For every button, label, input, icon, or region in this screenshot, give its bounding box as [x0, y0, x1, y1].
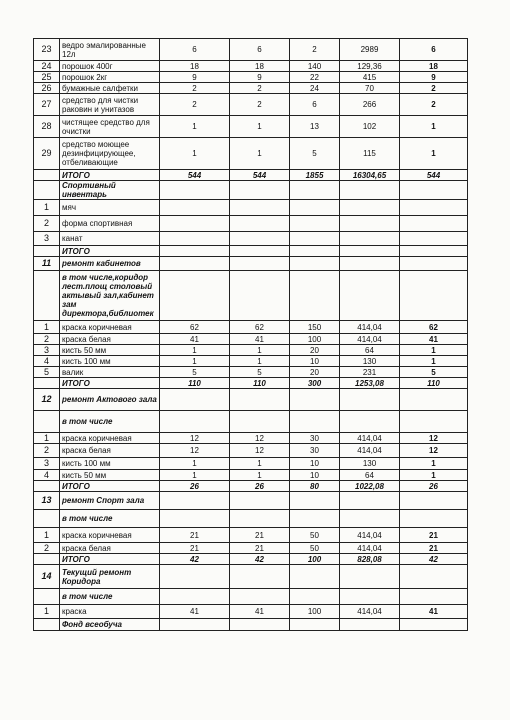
- table-row: [34, 444, 468, 458]
- table-row: [34, 83, 468, 94]
- quantity-cell: [400, 565, 468, 589]
- quantity-cell: [400, 257, 468, 271]
- table-row: [34, 321, 468, 334]
- table-row: [34, 589, 468, 605]
- table-row: [34, 605, 468, 619]
- quantity-cell: 544: [230, 170, 290, 181]
- quantity-cell: [230, 619, 290, 631]
- quantity-cell: [230, 510, 290, 528]
- quantity-cell: 5: [160, 367, 230, 378]
- price-cell: 414,04: [340, 605, 400, 619]
- quantity-cell: 1: [160, 345, 230, 356]
- quantity-cell: 21: [400, 543, 468, 554]
- quantity-cell: [290, 411, 340, 433]
- item-name: порошок 400г: [60, 61, 160, 72]
- price-cell: [340, 246, 400, 257]
- quantity-cell: [290, 216, 340, 232]
- table-row: [34, 138, 468, 170]
- quantity-cell: 2: [290, 39, 340, 61]
- row-number: 1: [34, 528, 60, 543]
- table-row: [34, 378, 468, 389]
- item-name: краска коричневая: [60, 433, 160, 444]
- quantity-cell: 26: [230, 481, 290, 492]
- quantity-cell: 9: [160, 72, 230, 83]
- quantity-cell: [400, 271, 468, 321]
- table-row: [34, 271, 468, 321]
- price-cell: [340, 411, 400, 433]
- price-cell: 64: [340, 345, 400, 356]
- row-number: 2: [34, 216, 60, 232]
- row-number: [34, 510, 60, 528]
- quantity-cell: 1: [400, 470, 468, 481]
- item-name: валик: [60, 367, 160, 378]
- quantity-cell: [290, 200, 340, 216]
- price-cell: 414,04: [340, 433, 400, 444]
- quantity-cell: [400, 246, 468, 257]
- quantity-cell: 150: [290, 321, 340, 334]
- quantity-cell: 1: [230, 138, 290, 170]
- quantity-cell: 1: [230, 458, 290, 470]
- quantity-cell: [400, 619, 468, 631]
- price-cell: [340, 565, 400, 589]
- quantity-cell: [290, 232, 340, 246]
- price-cell: 1022,08: [340, 481, 400, 492]
- table-row: [34, 200, 468, 216]
- table-row: [34, 411, 468, 433]
- table-row: [34, 116, 468, 138]
- price-cell: 64: [340, 470, 400, 481]
- quantity-cell: [160, 271, 230, 321]
- quantity-cell: [400, 389, 468, 411]
- price-cell: 130: [340, 356, 400, 367]
- item-name: ремонт Спорт зала: [60, 492, 160, 510]
- row-number: 13: [34, 492, 60, 510]
- price-cell: 102: [340, 116, 400, 138]
- row-number: 4: [34, 470, 60, 481]
- inventory-table: [33, 38, 468, 631]
- price-cell: 115: [340, 138, 400, 170]
- table-row: [34, 492, 468, 510]
- quantity-cell: 41: [230, 334, 290, 345]
- quantity-cell: [290, 565, 340, 589]
- table-row: [34, 334, 468, 345]
- item-name: Фонд всеобуча: [60, 619, 160, 631]
- quantity-cell: 18: [160, 61, 230, 72]
- row-number: 3: [34, 232, 60, 246]
- table-row: [34, 181, 468, 200]
- quantity-cell: 100: [290, 554, 340, 565]
- quantity-cell: 41: [400, 334, 468, 345]
- quantity-cell: [400, 589, 468, 605]
- price-cell: [340, 232, 400, 246]
- item-name: средство для чистки раковин и унитазов: [60, 94, 160, 116]
- quantity-cell: 9: [400, 72, 468, 83]
- quantity-cell: 544: [400, 170, 468, 181]
- row-number: [34, 589, 60, 605]
- quantity-cell: 2: [230, 83, 290, 94]
- table-row: [34, 528, 468, 543]
- quantity-cell: 26: [400, 481, 468, 492]
- quantity-cell: 1: [400, 138, 468, 170]
- table-row: [34, 543, 468, 554]
- row-number: 2: [34, 444, 60, 458]
- quantity-cell: 1: [230, 345, 290, 356]
- quantity-cell: 2: [230, 94, 290, 116]
- price-cell: 130: [340, 458, 400, 470]
- quantity-cell: 6: [290, 94, 340, 116]
- quantity-cell: 21: [230, 528, 290, 543]
- row-number: 26: [34, 83, 60, 94]
- quantity-cell: 2: [160, 94, 230, 116]
- price-cell: 414,04: [340, 543, 400, 554]
- quantity-cell: 12: [230, 433, 290, 444]
- table-row: [34, 61, 468, 72]
- row-number: 5: [34, 367, 60, 378]
- price-cell: 414,04: [340, 444, 400, 458]
- item-name: в том числе: [60, 589, 160, 605]
- quantity-cell: [400, 232, 468, 246]
- item-name: кисть 100 мм: [60, 356, 160, 367]
- quantity-cell: 2: [160, 83, 230, 94]
- quantity-cell: 9: [230, 72, 290, 83]
- quantity-cell: 6: [160, 39, 230, 61]
- quantity-cell: [290, 492, 340, 510]
- table-row: [34, 619, 468, 631]
- quantity-cell: 12: [160, 433, 230, 444]
- row-number: 12: [34, 389, 60, 411]
- item-name: канат: [60, 232, 160, 246]
- table-row: [34, 232, 468, 246]
- quantity-cell: 18: [400, 61, 468, 72]
- quantity-cell: 1: [160, 470, 230, 481]
- row-number: 2: [34, 543, 60, 554]
- price-cell: [340, 619, 400, 631]
- item-name: ведро эмалированные 12л: [60, 39, 160, 61]
- item-name: ремонт Актового зала: [60, 389, 160, 411]
- quantity-cell: [230, 589, 290, 605]
- row-number: 1: [34, 321, 60, 334]
- quantity-cell: 1: [160, 116, 230, 138]
- price-cell: [340, 257, 400, 271]
- table-row: [34, 389, 468, 411]
- quantity-cell: 12: [230, 444, 290, 458]
- table-row: [34, 510, 468, 528]
- quantity-cell: [230, 565, 290, 589]
- quantity-cell: 41: [230, 605, 290, 619]
- row-number: [34, 481, 60, 492]
- quantity-cell: [160, 232, 230, 246]
- table-row: [34, 470, 468, 481]
- quantity-cell: [400, 181, 468, 200]
- quantity-cell: 5: [230, 367, 290, 378]
- row-number: 2: [34, 334, 60, 345]
- item-name: краска белая: [60, 444, 160, 458]
- table-row: [34, 565, 468, 589]
- quantity-cell: [160, 257, 230, 271]
- item-name: в том числе: [60, 411, 160, 433]
- price-cell: 414,04: [340, 321, 400, 334]
- quantity-cell: 110: [160, 378, 230, 389]
- quantity-cell: [290, 246, 340, 257]
- quantity-cell: [160, 181, 230, 200]
- quantity-cell: [290, 181, 340, 200]
- price-cell: 266: [340, 94, 400, 116]
- table-row: [34, 481, 468, 492]
- quantity-cell: [400, 411, 468, 433]
- quantity-cell: [400, 216, 468, 232]
- price-cell: [340, 492, 400, 510]
- table-row: [34, 367, 468, 378]
- item-name: ремонт кабинетов: [60, 257, 160, 271]
- table-row: [34, 345, 468, 356]
- item-name: в том числе,коридор лест.площ столовый актывый зал,кабинет зам директора,библиотек: [60, 271, 160, 321]
- row-number: 27: [34, 94, 60, 116]
- quantity-cell: 24: [290, 83, 340, 94]
- price-cell: 415: [340, 72, 400, 83]
- item-name: форма спортивная: [60, 216, 160, 232]
- quantity-cell: [160, 389, 230, 411]
- price-cell: 2989: [340, 39, 400, 61]
- quantity-cell: [230, 200, 290, 216]
- item-name: краска белая: [60, 543, 160, 554]
- quantity-cell: 42: [400, 554, 468, 565]
- table-row: [34, 554, 468, 565]
- row-number: [34, 411, 60, 433]
- quantity-cell: 1: [230, 116, 290, 138]
- item-name: ИТОГО: [60, 170, 160, 181]
- price-cell: [340, 181, 400, 200]
- quantity-cell: [160, 589, 230, 605]
- quantity-cell: 10: [290, 356, 340, 367]
- price-cell: 828,08: [340, 554, 400, 565]
- quantity-cell: 1: [230, 356, 290, 367]
- quantity-cell: 62: [230, 321, 290, 334]
- table-row: [34, 216, 468, 232]
- quantity-cell: 6: [400, 39, 468, 61]
- row-number: 3: [34, 458, 60, 470]
- row-number: 28: [34, 116, 60, 138]
- quantity-cell: 12: [160, 444, 230, 458]
- row-number: [34, 246, 60, 257]
- quantity-cell: 10: [290, 458, 340, 470]
- quantity-cell: 300: [290, 378, 340, 389]
- quantity-cell: 22: [290, 72, 340, 83]
- quantity-cell: 1855: [290, 170, 340, 181]
- quantity-cell: [230, 411, 290, 433]
- quantity-cell: 41: [160, 605, 230, 619]
- quantity-cell: 1: [400, 345, 468, 356]
- item-name: краска коричневая: [60, 321, 160, 334]
- quantity-cell: 42: [230, 554, 290, 565]
- quantity-cell: 12: [400, 433, 468, 444]
- quantity-cell: [160, 216, 230, 232]
- price-cell: 414,04: [340, 334, 400, 345]
- quantity-cell: 544: [160, 170, 230, 181]
- quantity-cell: [160, 246, 230, 257]
- item-name: порошок 2кг: [60, 72, 160, 83]
- quantity-cell: [160, 200, 230, 216]
- row-number: [34, 378, 60, 389]
- quantity-cell: 110: [230, 378, 290, 389]
- quantity-cell: [160, 619, 230, 631]
- quantity-cell: [230, 216, 290, 232]
- table-row: [34, 94, 468, 116]
- item-name: чистящее средство для очистки: [60, 116, 160, 138]
- quantity-cell: 21: [230, 543, 290, 554]
- quantity-cell: 21: [160, 528, 230, 543]
- quantity-cell: 20: [290, 345, 340, 356]
- price-cell: [340, 589, 400, 605]
- price-cell: 414,04: [340, 528, 400, 543]
- quantity-cell: [290, 271, 340, 321]
- quantity-cell: [230, 232, 290, 246]
- quantity-cell: 1: [160, 356, 230, 367]
- table-row: [34, 39, 468, 61]
- quantity-cell: 1: [230, 470, 290, 481]
- row-number: 23: [34, 39, 60, 61]
- quantity-cell: 41: [400, 605, 468, 619]
- item-name: краска белая: [60, 334, 160, 345]
- row-number: 4: [34, 356, 60, 367]
- quantity-cell: [230, 257, 290, 271]
- quantity-cell: 10: [290, 470, 340, 481]
- table-row: [34, 433, 468, 444]
- quantity-cell: 26: [160, 481, 230, 492]
- quantity-cell: 100: [290, 605, 340, 619]
- quantity-cell: [160, 565, 230, 589]
- price-cell: 70: [340, 83, 400, 94]
- quantity-cell: [290, 389, 340, 411]
- quantity-cell: 30: [290, 433, 340, 444]
- quantity-cell: 1: [400, 356, 468, 367]
- quantity-cell: [290, 619, 340, 631]
- item-name: краска коричневая: [60, 528, 160, 543]
- quantity-cell: 42: [160, 554, 230, 565]
- quantity-cell: 140: [290, 61, 340, 72]
- table-row: [34, 458, 468, 470]
- quantity-cell: [400, 200, 468, 216]
- quantity-cell: 30: [290, 444, 340, 458]
- price-cell: [340, 271, 400, 321]
- quantity-cell: 2: [400, 94, 468, 116]
- quantity-cell: 62: [160, 321, 230, 334]
- item-name: ИТОГО: [60, 246, 160, 257]
- item-name: ИТОГО: [60, 554, 160, 565]
- quantity-cell: 41: [160, 334, 230, 345]
- quantity-cell: [230, 271, 290, 321]
- quantity-cell: 62: [400, 321, 468, 334]
- price-cell: [340, 216, 400, 232]
- item-name: кисть 100 мм: [60, 458, 160, 470]
- item-name: кисть 50 мм: [60, 345, 160, 356]
- quantity-cell: [290, 510, 340, 528]
- quantity-cell: 1: [160, 138, 230, 170]
- table-row: [34, 356, 468, 367]
- row-number: 25: [34, 72, 60, 83]
- quantity-cell: 1: [400, 458, 468, 470]
- row-number: [34, 619, 60, 631]
- quantity-cell: [160, 492, 230, 510]
- quantity-cell: 50: [290, 528, 340, 543]
- row-number: [34, 554, 60, 565]
- quantity-cell: [160, 411, 230, 433]
- quantity-cell: [290, 589, 340, 605]
- quantity-cell: 50: [290, 543, 340, 554]
- quantity-cell: 18: [230, 61, 290, 72]
- item-name: мяч: [60, 200, 160, 216]
- quantity-cell: 80: [290, 481, 340, 492]
- price-cell: 231: [340, 367, 400, 378]
- quantity-cell: 2: [400, 83, 468, 94]
- item-name: Текущий ремонт Коридора: [60, 565, 160, 589]
- quantity-cell: [400, 492, 468, 510]
- row-number: 3: [34, 345, 60, 356]
- row-number: [34, 181, 60, 200]
- quantity-cell: 100: [290, 334, 340, 345]
- table-row: [34, 170, 468, 181]
- quantity-cell: 21: [400, 528, 468, 543]
- item-name: краска: [60, 605, 160, 619]
- quantity-cell: 12: [400, 444, 468, 458]
- price-cell: [340, 510, 400, 528]
- quantity-cell: 20: [290, 367, 340, 378]
- quantity-cell: 1: [160, 458, 230, 470]
- quantity-cell: 5: [290, 138, 340, 170]
- quantity-cell: 13: [290, 116, 340, 138]
- quantity-cell: 6: [230, 39, 290, 61]
- quantity-cell: [400, 510, 468, 528]
- item-name: бумажные салфетки: [60, 83, 160, 94]
- row-number: 14: [34, 565, 60, 589]
- price-cell: 129,36: [340, 61, 400, 72]
- table-row: [34, 72, 468, 83]
- table-row: [34, 246, 468, 257]
- price-cell: 16304,65: [340, 170, 400, 181]
- quantity-cell: [290, 257, 340, 271]
- row-number: 1: [34, 605, 60, 619]
- quantity-cell: 5: [400, 367, 468, 378]
- quantity-cell: [160, 510, 230, 528]
- row-number: 1: [34, 200, 60, 216]
- quantity-cell: 1: [400, 116, 468, 138]
- table-row: [34, 257, 468, 271]
- price-cell: 1253,08: [340, 378, 400, 389]
- quantity-cell: 110: [400, 378, 468, 389]
- item-name: Спортивный инвентарь: [60, 181, 160, 200]
- quantity-cell: [230, 492, 290, 510]
- price-cell: [340, 389, 400, 411]
- row-number: [34, 271, 60, 321]
- row-number: 29: [34, 138, 60, 170]
- quantity-cell: [230, 246, 290, 257]
- item-name: средство моющее дезинфицирующее, отбеливающие: [60, 138, 160, 170]
- row-number: [34, 170, 60, 181]
- quantity-cell: [230, 389, 290, 411]
- item-name: ИТОГО: [60, 378, 160, 389]
- quantity-cell: [230, 181, 290, 200]
- quantity-cell: 21: [160, 543, 230, 554]
- price-cell: [340, 200, 400, 216]
- item-name: ИТОГО: [60, 481, 160, 492]
- item-name: в том числе: [60, 510, 160, 528]
- item-name: кисть 50 мм: [60, 470, 160, 481]
- row-number: 11: [34, 257, 60, 271]
- row-number: 24: [34, 61, 60, 72]
- row-number: 1: [34, 433, 60, 444]
